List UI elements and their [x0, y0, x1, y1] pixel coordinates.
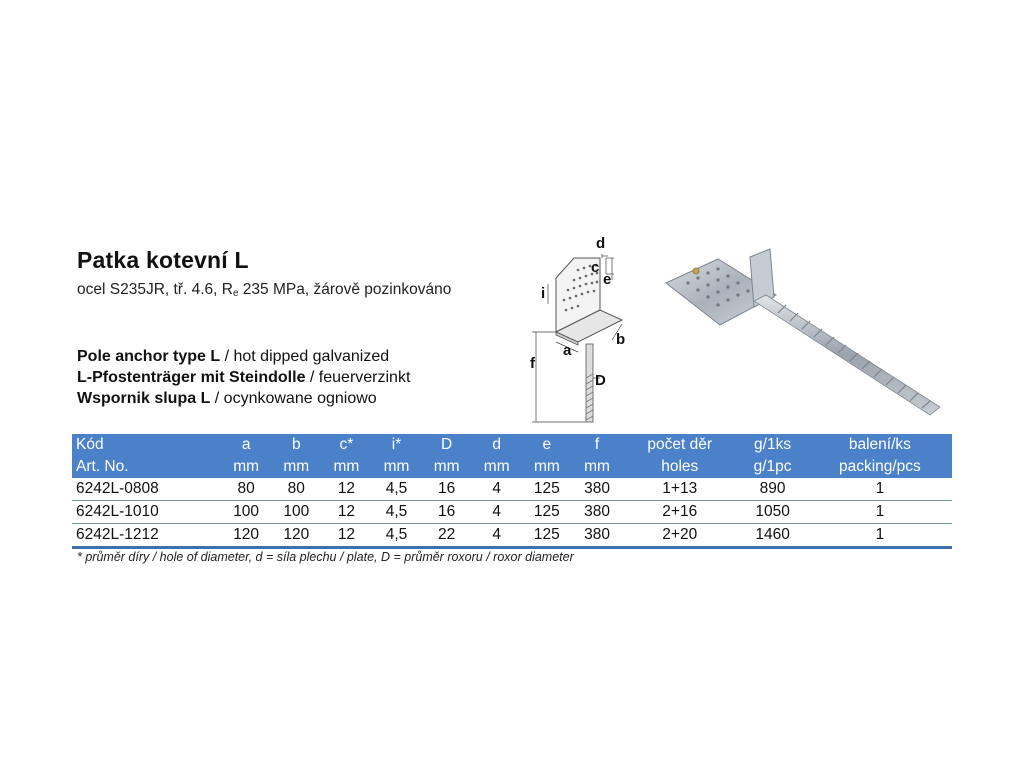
diagram-label-a: a [563, 342, 572, 359]
variant-pl-name: Wspornik slupa L [77, 390, 211, 407]
col-header-weight: g/1ks [754, 436, 792, 453]
col-subheader-weight: g/1pc [753, 458, 792, 475]
col-header-c: c* [339, 436, 354, 453]
col-header-f: f [594, 436, 600, 453]
col-subheader-f: mm [584, 458, 610, 475]
cell-packing: 1 [808, 501, 952, 524]
cell-code: 6242L-1212 [72, 524, 221, 548]
diagram-label-b: b [616, 331, 626, 348]
diagram-label-e: e [603, 271, 612, 288]
cell-f: 380 [572, 501, 622, 524]
cell-code: 6242L-0808 [72, 478, 221, 501]
cell-f: 380 [572, 478, 622, 501]
subtitle-post: 235 MPa, žárově pozinkováno [238, 281, 452, 298]
cell-weight: 1460 [737, 524, 807, 548]
col-header-e: e [542, 436, 552, 453]
cell-i: 4,5 [371, 524, 421, 548]
cell-a: 120 [221, 524, 271, 548]
variant-de [77, 367, 410, 388]
col-header-packing: balení/ks [848, 436, 911, 453]
col-header-D: D [441, 436, 453, 453]
footnote: * průměr díry / hole of diameter, d = síla plechu / plate, D = průměr roxoru / roxor diameter [77, 550, 574, 564]
cell-i: 4,5 [371, 478, 421, 501]
table-row [72, 478, 952, 501]
col-subheader-a: mm [233, 458, 260, 475]
cell-holes: 1+13 [622, 478, 737, 501]
cell-c: 12 [321, 501, 371, 524]
variant-list [77, 346, 410, 409]
product-subtitle [77, 281, 451, 299]
col-header-i: i* [391, 436, 402, 453]
variant-de-desc: / feuerverzinkt [305, 369, 411, 386]
col-subheader-e: mm [533, 458, 560, 475]
variant-de-name: L-Pfostenträger mit Steindolle [77, 369, 306, 386]
col-subheader-b: mm [283, 458, 310, 475]
product-title: Patka kotevní L [77, 247, 249, 273]
cell-b: 120 [271, 524, 321, 548]
col-subheader-c: mm [333, 458, 360, 475]
diagram-label-d: d [596, 235, 606, 252]
cell-weight: 890 [737, 478, 807, 501]
cell-D: 22 [422, 524, 472, 548]
cell-a: 100 [221, 501, 271, 524]
cell-D: 16 [422, 501, 472, 524]
cell-holes: 2+16 [622, 501, 737, 524]
cell-packing: 1 [808, 524, 952, 548]
cell-e: 125 [522, 501, 572, 524]
diagram-label-c: c [591, 259, 600, 276]
cell-a: 80 [221, 478, 271, 501]
variant-pl-desc: / ocynkowane ogniowo [210, 390, 377, 407]
col-subheader-code: Art. No. [76, 458, 129, 475]
cell-b: 80 [271, 478, 321, 501]
cell-d: 4 [472, 478, 522, 501]
col-header-code: Kód [76, 436, 104, 453]
spec-table [72, 434, 952, 549]
table-subheader-row [72, 456, 952, 478]
cell-weight: 1050 [737, 501, 807, 524]
col-subheader-d: mm [483, 458, 510, 475]
cell-c: 12 [321, 524, 371, 548]
cell-f: 380 [572, 524, 622, 548]
col-subheader-packing: packing/pcs [838, 458, 921, 475]
table-row [72, 501, 952, 524]
product-photo [658, 245, 948, 420]
table-header-row [72, 434, 952, 456]
cell-holes: 2+20 [622, 524, 737, 548]
cell-c: 12 [321, 478, 371, 501]
diagram-label-i: i [541, 285, 546, 302]
variant-en-desc: / hot dipped galvanized [220, 348, 390, 365]
col-header-holes: počet děr [647, 436, 713, 453]
dimension-diagram [522, 228, 642, 428]
cell-e: 125 [522, 478, 572, 501]
cell-code: 6242L-1010 [72, 501, 221, 524]
subtitle-pre: ocel S235JR, tř. 4.6, R [77, 281, 233, 298]
col-subheader-holes: holes [661, 458, 699, 475]
variant-en [77, 346, 410, 367]
col-header-a: a [241, 436, 251, 453]
cell-b: 100 [271, 501, 321, 524]
diagram-label-D: D [595, 372, 606, 389]
col-subheader-D: mm [433, 458, 460, 475]
subtitle-sub: e [232, 288, 239, 299]
cell-packing: 1 [808, 478, 952, 501]
variant-pl [77, 388, 410, 409]
cell-e: 125 [522, 524, 572, 548]
diagram-label-f: f [530, 355, 535, 372]
col-header-d: d [492, 436, 502, 453]
cell-D: 16 [422, 478, 472, 501]
col-subheader-i: mm [383, 458, 410, 475]
cell-d: 4 [472, 524, 522, 548]
col-header-b: b [291, 436, 301, 453]
variant-en-name: Pole anchor type L [77, 348, 221, 365]
table-row [72, 524, 952, 548]
cell-d: 4 [472, 501, 522, 524]
cell-i: 4,5 [371, 501, 421, 524]
